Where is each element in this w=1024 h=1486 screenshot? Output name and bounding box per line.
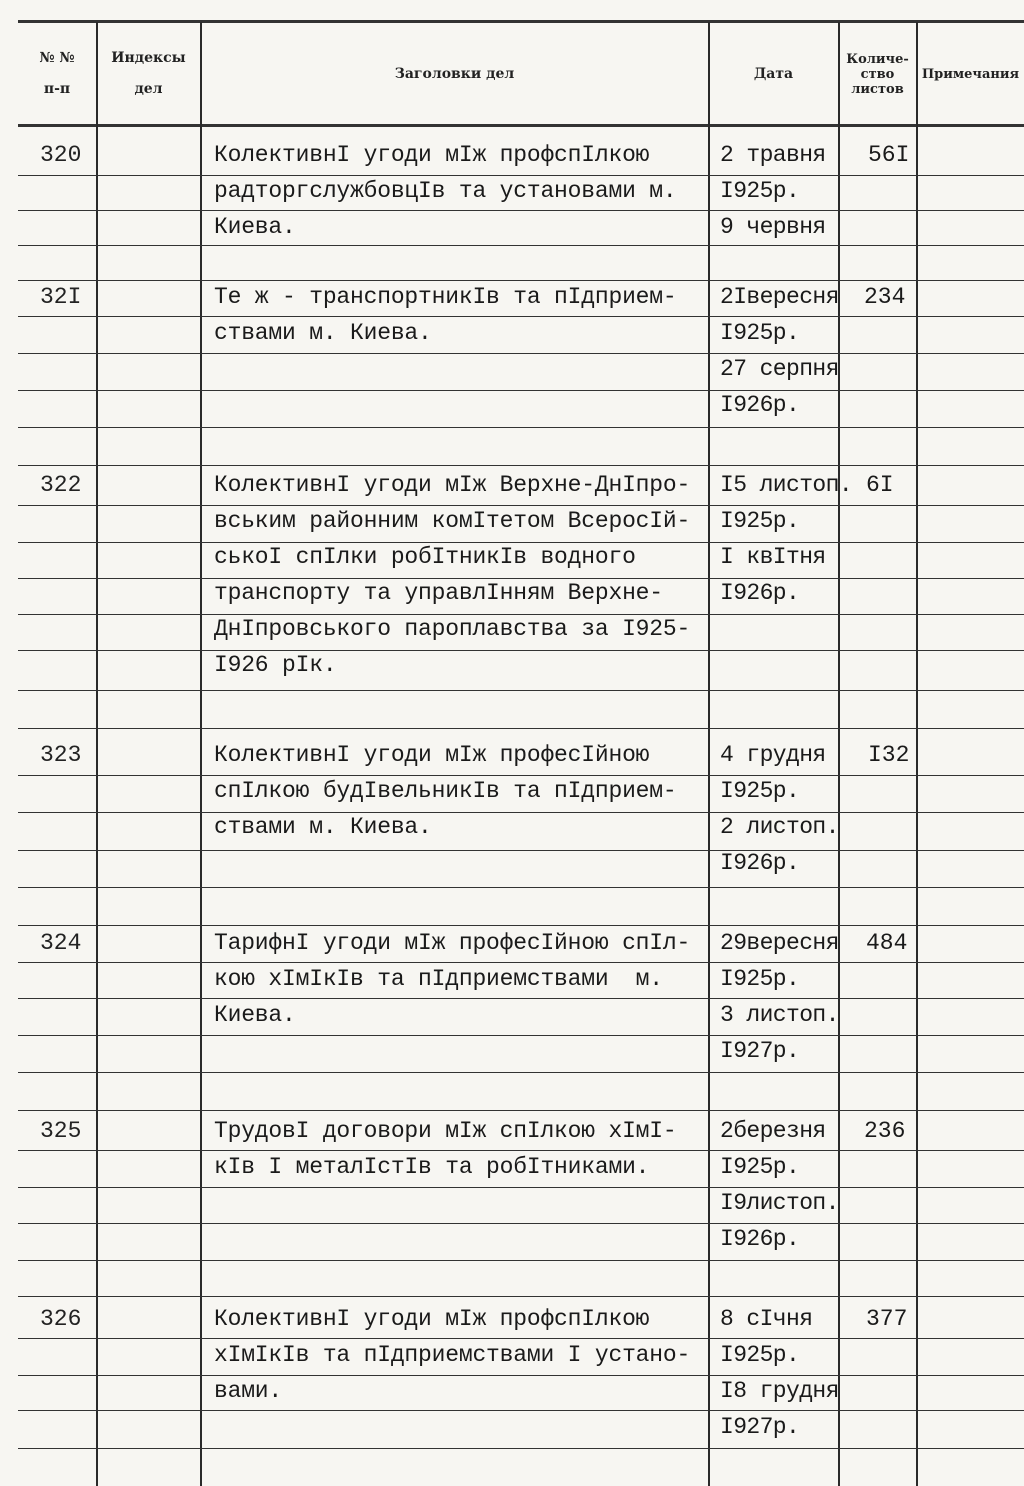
ruled-line [18,775,1024,776]
entry-title-line: КолективнI угоди мIж професIйною [214,742,650,768]
entry-sheet-count: 484 [866,930,908,956]
top-rule [18,20,1024,23]
entry-sheet-count: 234 [864,284,906,310]
header-date [709,24,838,124]
entry-sheet-count: 236 [864,1118,906,1144]
entry-title-line: ствами м. Киева. [214,814,432,840]
entry-date-line: I9листоп. [720,1190,839,1216]
entry-sheet-count: 56I [868,142,910,168]
entry-date-line: 4 грудня [720,742,826,768]
entry-title-line: вами. [214,1378,283,1404]
entry-date-line: I926р. [720,850,800,876]
entry-sheet-count: I32 [868,742,910,768]
entry-date-line: I926р. [720,580,800,606]
header-number [18,24,96,124]
header-index-line2: дел [134,81,163,97]
ruled-line [18,1187,1024,1188]
header-rule [18,124,1024,127]
entry-date-line: I925р. [720,508,800,534]
ruled-line [18,353,1024,354]
header-notes [917,24,1024,124]
entry-date-line: I927р. [720,1414,800,1440]
entry-sheet-count: 377 [866,1306,908,1332]
column-divider [708,22,710,1486]
entry-number: 326 [40,1306,82,1332]
column-divider [838,22,840,1486]
ruled-line [18,1035,1024,1036]
entry-date-line: I8 грудня [720,1378,839,1404]
entry-sheet-count: 6I [866,472,894,498]
column-divider [200,22,202,1486]
entry-title-line: КолективнI угоди мIж Верхне-ДнIпро- [214,472,691,498]
entry-number: 322 [40,472,82,498]
ruled-line [18,728,1024,729]
entry-date-line: I925р. [720,1342,800,1368]
header-index-line1: Индексы [111,50,186,66]
ruled-line [18,1223,1024,1224]
ruled-line [18,427,1024,428]
ruled-line [18,1375,1024,1376]
ruled-line [18,245,1024,246]
ruled-line [18,316,1024,317]
entry-date-line: 2 листоп. [720,814,839,840]
entry-date-line: 9 червня [720,214,826,240]
header-count-line1: Количе- [846,51,909,67]
entry-title-line: кою хIмIкIв та пIдприемствами м. [214,966,663,992]
header-date-text: Дата [753,65,794,82]
entry-date-line: 8 сIчня [720,1306,813,1332]
ruled-line [18,1110,1024,1111]
entry-number: 32I [40,284,82,310]
entry-title-line: радторгслужбовцIв та установами м. [214,178,677,204]
ruled-line [18,1410,1024,1411]
entry-date-line: 2Iвересня [720,284,839,310]
entry-date-line: I927р. [720,1038,800,1064]
ruled-line [18,1296,1024,1297]
entry-date-line: I926р. [720,1226,800,1252]
header-notes-text: Примечания [921,66,1020,82]
ruled-line [18,690,1024,691]
ruled-line [18,1448,1024,1449]
entry-title-line: вським районним комIтетом ВсеросIй- [214,508,691,534]
ruled-line [18,1150,1024,1151]
entry-title-line: ДнIпровського пароплавства за I925- [214,616,691,642]
entry-date-line: I5 листоп. [720,472,853,498]
column-divider [916,22,918,1486]
entry-date-line: 2березня [720,1118,826,1144]
ruled-line [18,614,1024,615]
entry-date-line: 3 листоп. [720,1002,839,1028]
ruled-line [18,850,1024,851]
entry-number: 320 [40,142,82,168]
header-title [201,24,708,124]
entry-title-line: хIмIкIв та пIдприемствами I устано- [214,1342,691,1368]
column-divider [96,22,98,1486]
entry-date-line: I925р. [720,1154,800,1180]
header-count-line2: ство [860,66,895,82]
entry-title-line: спIлкою будIвельникIв та пIдприем- [214,778,677,804]
entry-date-line: I925р. [720,178,800,204]
entry-date-line: 29вересня [720,930,839,956]
ruled-line [18,887,1024,888]
entry-date-line: I925р. [720,778,800,804]
entry-title-line: КолективнI угоди мIж профспIлкою [214,142,650,168]
entry-title-line: транспорту та управлIнням Верхне- [214,580,663,606]
entry-date-line: I926р. [720,392,800,418]
ruled-line [18,812,1024,813]
ruled-line [18,542,1024,543]
entry-title-line: кIв I металIстIв та робIтниками. [214,1154,650,1180]
entry-title-line: Киева. [214,214,296,240]
ruled-line [18,1260,1024,1261]
entry-title-line: ствами м. Киева. [214,320,432,346]
ruled-line [18,505,1024,506]
ruled-line [18,650,1024,651]
entry-title-line: I926 рIк. [214,652,337,678]
entry-date-line: I квIтня [720,544,826,570]
entry-date-line: 2 травня [720,142,826,168]
header-index [97,24,200,124]
header-title-text: Заголовки дел [394,65,515,82]
entry-date-line: 27 серпня [720,356,839,382]
header-number-line1: № № [39,50,75,66]
entry-number: 323 [40,742,82,768]
ruled-line [18,962,1024,963]
header-count-line3: листов [851,81,904,97]
ruled-line [18,998,1024,999]
ruled-line [18,1072,1024,1073]
entry-title-line: Те ж - транспортникIв та пIдприем- [214,284,677,310]
entry-date-line: I925р. [720,320,800,346]
ruled-line [18,465,1024,466]
ruled-line [18,578,1024,579]
entry-title-line: КолективнI угоди мIж профспIлкою [214,1306,650,1332]
entry-date-line: I925р. [720,966,800,992]
entry-title-line: ТарифнI угоди мIж професIйною спIл- [214,930,691,956]
ruled-line [18,280,1024,281]
entry-number: 325 [40,1118,82,1144]
ruled-line [18,390,1024,391]
ruled-line [18,1338,1024,1339]
entry-number: 324 [40,930,82,956]
entry-title-line: ТрудовI договори мIж спIлкою хIмI- [214,1118,677,1144]
ruled-line [18,175,1024,176]
ruled-line [18,210,1024,211]
ruled-line [18,925,1024,926]
header-count [839,24,916,124]
entry-title-line: ськоI спIлки робIтникIв водного [214,544,636,570]
header-number-line2: п-п [43,81,71,97]
entry-title-line: Киева. [214,1002,296,1028]
